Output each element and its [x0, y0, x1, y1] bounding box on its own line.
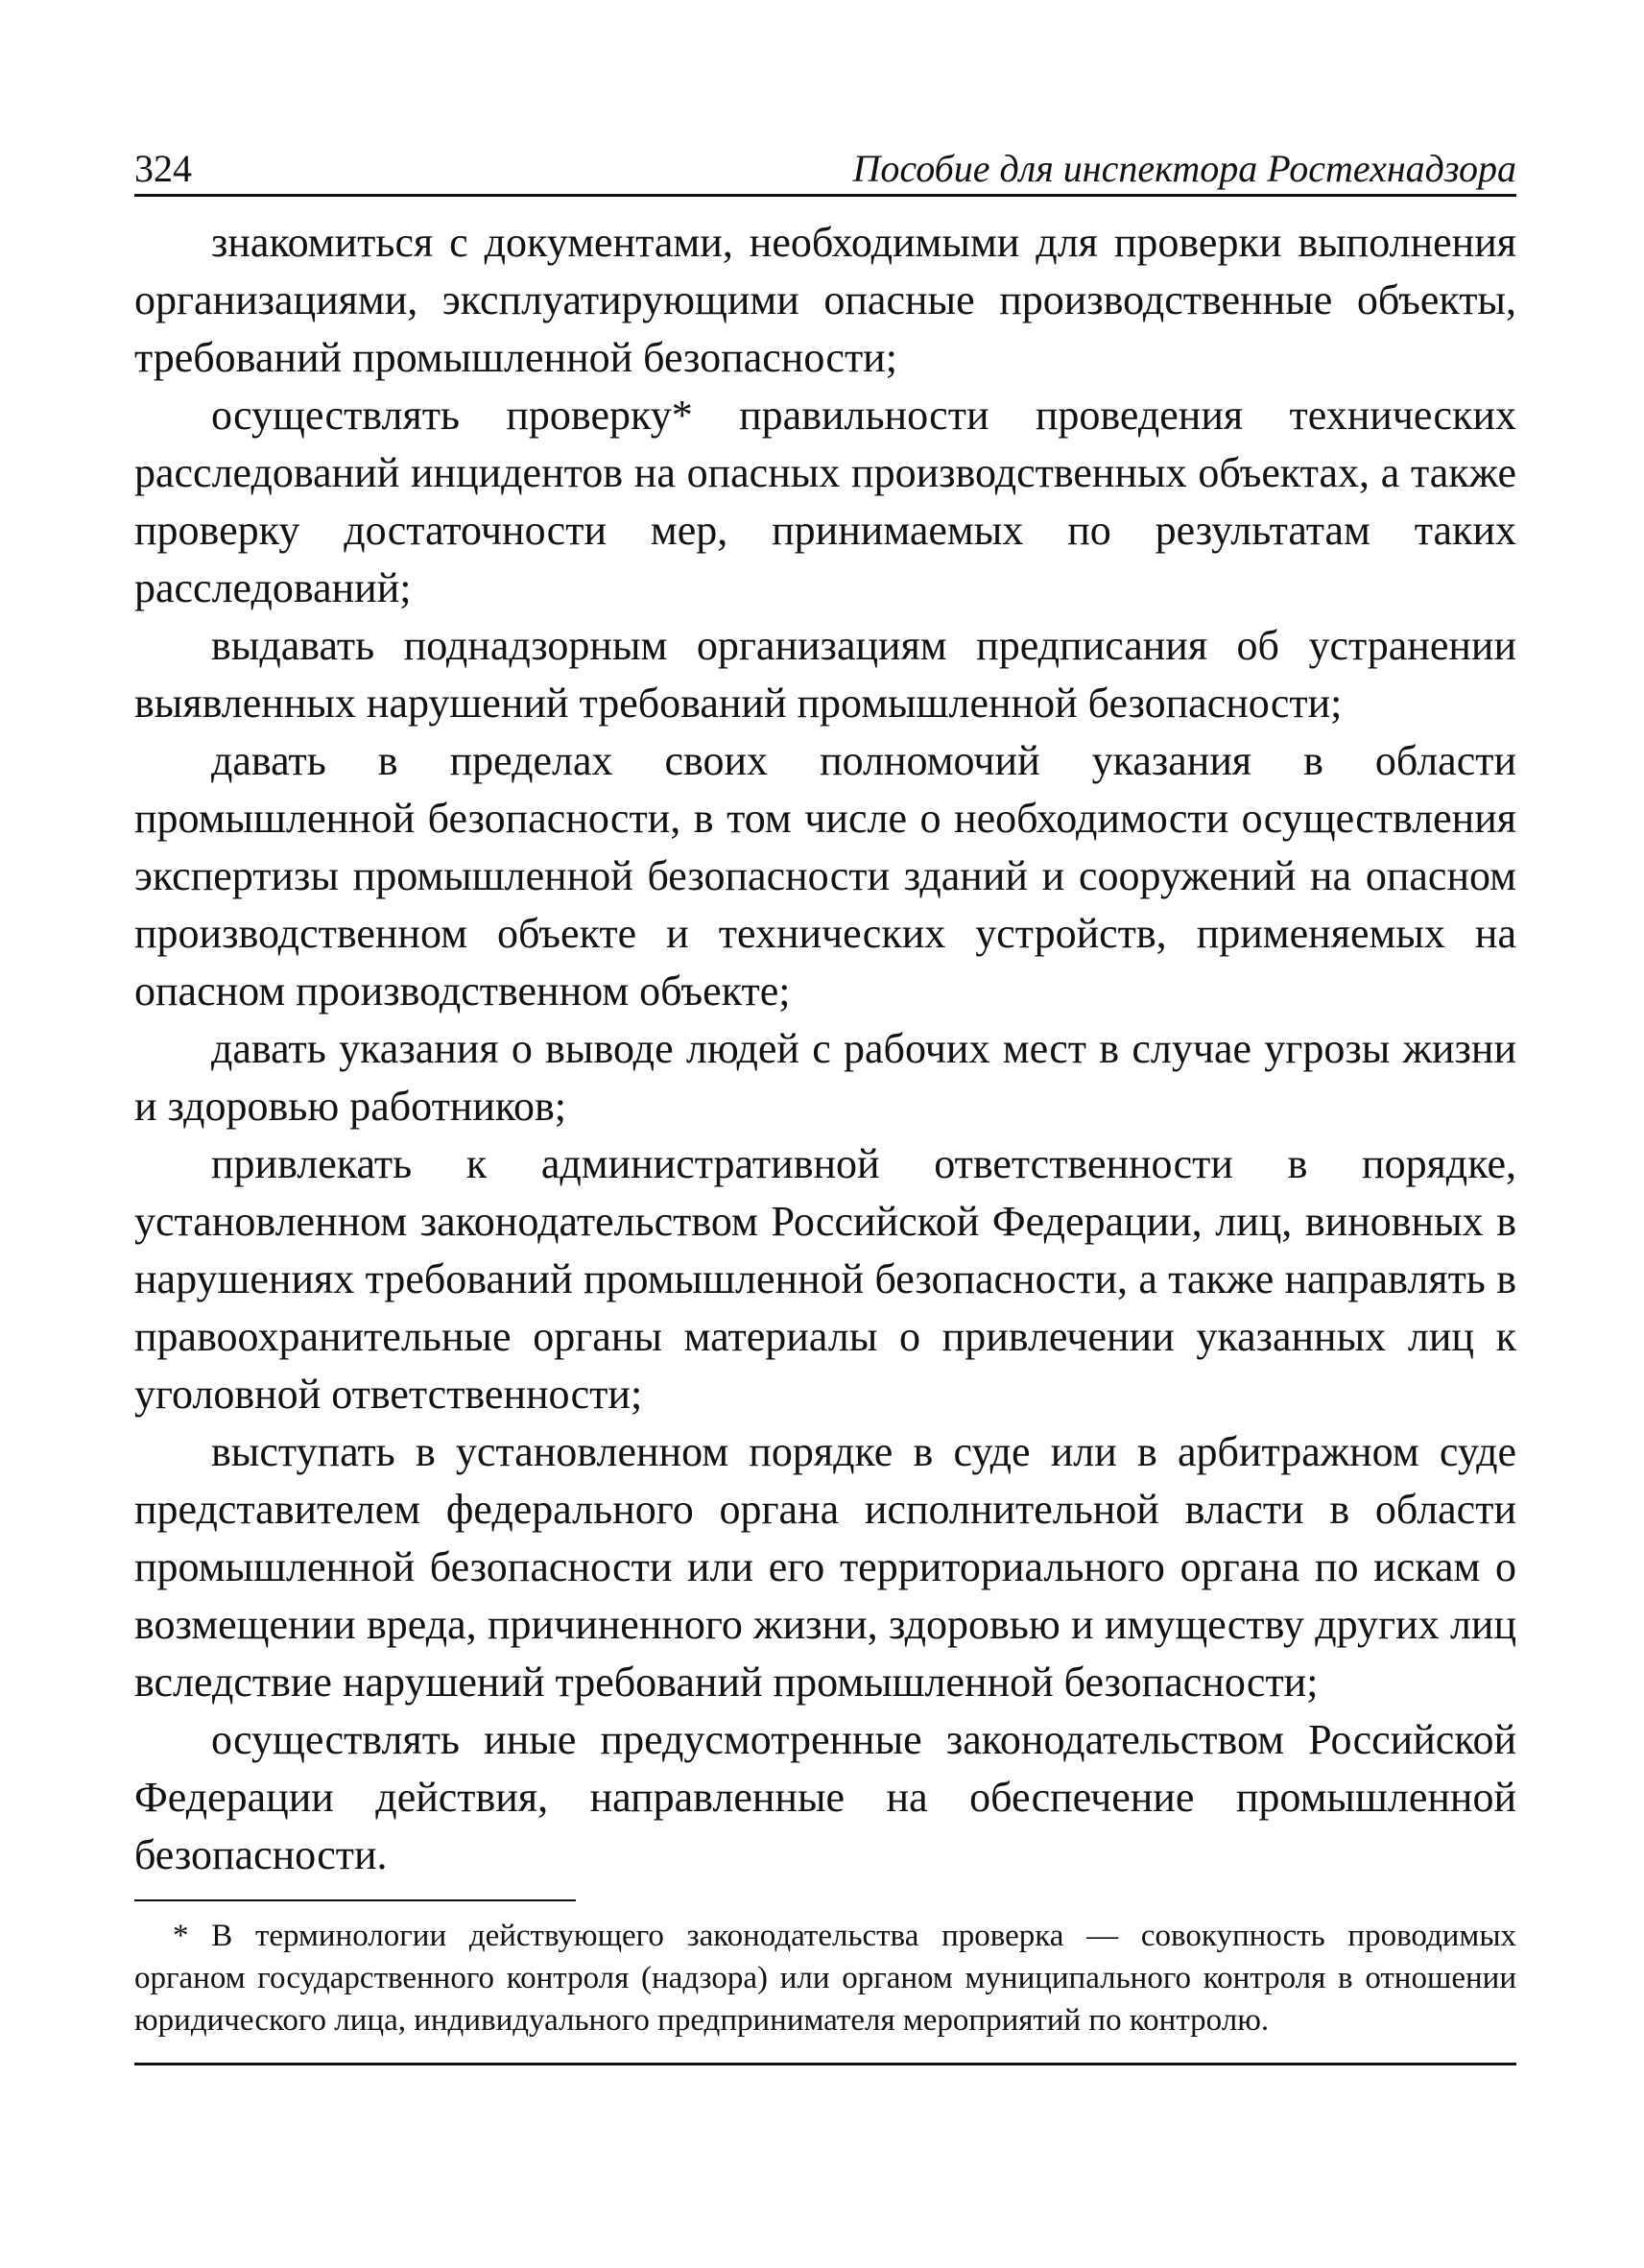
footnote-separator	[134, 1899, 576, 1901]
book-page	[134, 144, 1516, 2065]
running-head	[134, 144, 1516, 197]
footnote: * В терминологии действующего законодательства проверка — совокупность проводимых органом государственного контроля (надзора) или органом муниципального контроля в отношении юридического лица, индивидуального предпринимателя мероприятий по контролю.	[134, 1919, 1516, 2038]
paragraph-6: привлекать к административной ответственности в порядке, установленном законодательством Российской Федерации, лиц, виновных в нарушениях требований промышленной безопасности, а также направлять в правоохранительные органы материалы о привлечении указанных лиц к уголовной ответственности;	[134, 1140, 1516, 1418]
paragraph-8: осуществлять иные предусмотренные законодательством Российской Федерации действия, направленные на обеспечение промышленной безопасности.	[134, 1716, 1516, 1878]
book-title: Пособие для инспектора Ростехнадзора	[852, 147, 1516, 190]
paragraph-2: осуществлять проверку* правильности проведения технических расследований инцидентов на опасных производственных объектах, а также проверку достаточности мер, принимаемых по результатам таких расследований;	[134, 392, 1516, 611]
paragraph-4: давать в пределах своих полномочий указания в области промышленной безопасности, в том числе о необходимости осуществления экспертизы промышленной безопасности зданий и сооружений на опасном производственном объекте и технических устройств, применяемых на опасном производственном объекте;	[134, 737, 1516, 1015]
paragraph-7: выступать в установленном порядке в суде или в арбитражном суде представителем федерального органа исполнительной власти в области промышленной безопасности или его территориального органа по искам о возмещении вреда, причиненного жизни, здоровью и имуществу других лиц вследствие нарушений требований промышленной безопасности;	[134, 1428, 1516, 1706]
page-number: 324	[134, 147, 192, 190]
paragraph-3: выдавать поднадзорным организациям предписания об устранении выявленных нарушений требований промышленной безопасности;	[134, 622, 1516, 727]
bottom-rule	[134, 2063, 1516, 2065]
paragraph-1: знакомиться с документами, необходимыми для проверки выполнения организациями, эксплуатирующими опасные производственные объекты, требований промышленной безопасности;	[134, 219, 1516, 381]
paragraph-5: давать указания о выводе людей с рабочих мест в случае угрозы жизни и здоровью работников;	[134, 1025, 1516, 1130]
body-text	[134, 214, 1516, 1884]
